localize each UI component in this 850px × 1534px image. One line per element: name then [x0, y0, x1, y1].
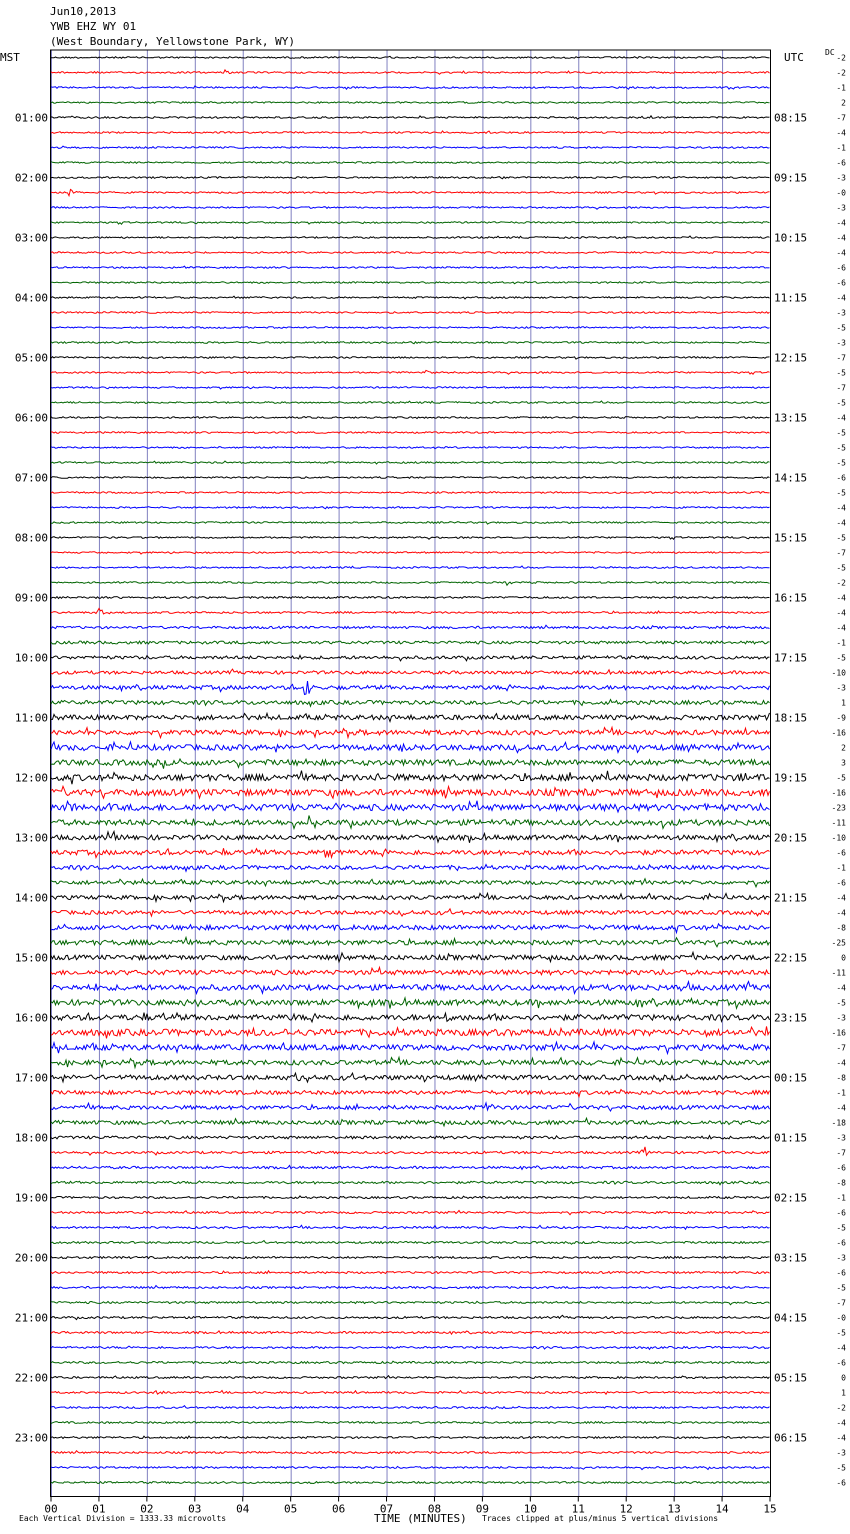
seismic-trace — [51, 56, 770, 58]
mst-hour-label: 02:00 — [14, 171, 48, 185]
x-tick-label: 11 — [571, 1502, 585, 1516]
x-tick-label: 12 — [619, 1502, 633, 1516]
dc-offset-label: -4 — [836, 1103, 846, 1113]
dc-offset-label: 2 — [841, 743, 846, 753]
dc-offset-label: -0 — [836, 188, 846, 198]
seismic-trace — [51, 116, 770, 119]
mst-hour-label: 22:00 — [14, 1371, 48, 1385]
dc-offset-label: -6 — [836, 1163, 846, 1173]
dc-offset-label: -1 — [836, 638, 846, 648]
seismic-trace — [51, 1257, 770, 1259]
mst-hour-label: 01:00 — [14, 111, 48, 125]
dc-offset-label: -4 — [836, 983, 846, 993]
utc-hour-label: 23:15 — [774, 1011, 808, 1025]
chart-location: (West Boundary, Yellowstone Park, WY) — [50, 35, 296, 48]
utc-hour-label: 02:15 — [774, 1191, 808, 1205]
dc-offset-label: -6 — [836, 848, 846, 858]
dc-offset-label: -7 — [836, 1298, 846, 1308]
mst-hour-label: 06:00 — [14, 411, 48, 425]
chart-date: Jun10,2013 — [50, 5, 117, 18]
mst-hour-label: 19:00 — [14, 1191, 48, 1205]
scale-note: Each Vertical Division = 1333.33 microvolts — [19, 1514, 227, 1523]
x-tick-label: 04 — [236, 1502, 250, 1516]
seismic-trace — [51, 1026, 770, 1038]
seismic-trace — [51, 1042, 770, 1054]
mst-hour-label: 15:00 — [14, 951, 48, 965]
mst-hour-label: 18:00 — [14, 1131, 48, 1145]
seismic-trace — [51, 865, 770, 872]
x-tick-label: 13 — [667, 1502, 681, 1516]
x-tick-label: 01 — [92, 1502, 106, 1516]
mst-hour-label: 10:00 — [14, 651, 48, 665]
seismic-trace — [51, 1482, 770, 1484]
seismic-trace — [51, 131, 770, 133]
dc-offset-label: -0 — [836, 1313, 846, 1323]
seismic-trace — [51, 507, 770, 509]
mst-hour-label: 12:00 — [14, 771, 48, 785]
seismic-trace — [51, 1211, 770, 1215]
dc-offset-label: -4 — [836, 908, 846, 918]
utc-hour-label: 15:15 — [774, 531, 808, 545]
dc-offset-label: -1 — [836, 1088, 846, 1098]
dc-offset-label: -2 — [836, 1403, 846, 1413]
dc-offset-label: 0 — [841, 1373, 846, 1383]
x-tick-label: 03 — [188, 1502, 202, 1516]
dc-offset-label: -4 — [836, 1058, 846, 1068]
seismic-trace — [51, 1225, 770, 1229]
seismic-trace — [51, 266, 770, 268]
seismic-trace — [51, 162, 770, 164]
dc-offset-label: -5 — [836, 488, 846, 498]
seismic-trace — [51, 924, 770, 933]
seismic-trace — [51, 952, 770, 962]
dc-offset-label: -7 — [836, 383, 846, 393]
seismic-trace — [51, 1196, 770, 1199]
dc-offset-label: -5 — [836, 1223, 846, 1233]
dc-offset-label: -3 — [836, 1133, 846, 1143]
dc-offset-label: -7 — [836, 1148, 846, 1158]
dc-offset-label: -3 — [836, 1448, 846, 1458]
seismic-trace — [51, 609, 770, 614]
utc-hour-label: 20:15 — [774, 831, 808, 845]
dc-offset-label: -4 — [836, 1418, 846, 1428]
dc-offset-label: -5 — [836, 773, 846, 783]
seismic-trace — [51, 625, 770, 629]
seismic-trace — [51, 552, 770, 554]
seismic-trace — [51, 655, 770, 661]
dc-offset-label: -2 — [836, 53, 846, 63]
dc-offset-label: -2 — [836, 578, 846, 588]
utc-hour-label: 13:15 — [774, 411, 808, 425]
dc-offset-label: -5 — [836, 368, 846, 378]
dc-offset-label: -5 — [836, 458, 846, 468]
dc-label: DC — [825, 48, 835, 57]
seismic-trace — [51, 1147, 770, 1155]
utc-hour-label: 14:15 — [774, 471, 808, 485]
dc-offset-label: -1 — [836, 143, 846, 153]
seismic-trace — [51, 848, 770, 857]
seismic-trace — [51, 937, 770, 946]
seismic-trace — [51, 1090, 770, 1097]
seismic-trace — [51, 641, 770, 644]
dc-offset-label: -10 — [831, 833, 846, 843]
dc-offset-label: -7 — [836, 353, 846, 363]
seismic-trace — [51, 236, 770, 238]
x-tick-label: 09 — [475, 1502, 490, 1516]
dc-offset-label: -7 — [836, 548, 846, 558]
dc-offset-label: 2 — [841, 98, 846, 108]
x-tick-label: 00 — [44, 1502, 58, 1516]
dc-offset-label: -3 — [836, 308, 846, 318]
seismic-trace — [51, 1436, 770, 1439]
chart-station: YWB EHZ WY 01 — [50, 20, 137, 33]
seismic-trace — [51, 1013, 770, 1022]
dc-offset-label: -4 — [836, 1433, 846, 1443]
dc-offset-label: -6 — [836, 473, 846, 483]
seismic-trace — [51, 742, 770, 753]
utc-hour-label: 19:15 — [774, 771, 808, 785]
dc-offset-label: -5 — [836, 1463, 846, 1473]
seismic-trace — [51, 1103, 770, 1111]
dc-offset-label: -3 — [836, 338, 846, 348]
seismic-trace — [51, 967, 770, 975]
dc-offset-label: -9 — [836, 713, 846, 723]
seismic-trace — [51, 1301, 770, 1304]
dc-offset-label: -6 — [836, 158, 846, 168]
seismic-trace — [51, 447, 770, 449]
seismic-trace — [51, 1346, 770, 1349]
utc-hour-label: 12:15 — [774, 351, 808, 365]
seismic-trace — [51, 597, 770, 599]
seismic-trace — [51, 713, 770, 722]
seismic-trace — [51, 1361, 770, 1364]
dc-offset-label: -6 — [836, 263, 846, 273]
utc-hour-label: 22:15 — [774, 951, 808, 965]
seismic-trace — [51, 1166, 770, 1170]
seismic-trace — [51, 417, 770, 419]
seismic-trace — [51, 312, 770, 314]
x-axis-title: TIME (MINUTES) — [374, 1512, 467, 1525]
dc-offset-label: -7 — [836, 113, 846, 123]
mst-hour-label: 21:00 — [14, 1311, 48, 1325]
mst-hour-label: 20:00 — [14, 1251, 48, 1265]
seismic-trace — [51, 432, 770, 434]
seismic-trace — [51, 893, 770, 901]
dc-offset-label: -8 — [836, 923, 846, 933]
seismic-trace — [51, 1271, 770, 1274]
utc-hour-label: 21:15 — [774, 891, 808, 905]
seismic-trace — [51, 1406, 770, 1409]
dc-offset-label: -5 — [836, 998, 846, 1008]
utc-hour-label: 08:15 — [774, 111, 808, 125]
dc-offset-label: 1 — [841, 1388, 846, 1398]
dc-offset-label: -6 — [836, 278, 846, 288]
x-tick-label: 15 — [763, 1502, 777, 1516]
utc-hour-label: 09:15 — [774, 171, 808, 185]
seismic-trace — [51, 522, 770, 524]
seismic-trace — [51, 327, 770, 329]
dc-offset-label: -4 — [836, 608, 846, 618]
seismic-trace — [51, 700, 770, 707]
seismic-trace — [51, 681, 770, 694]
x-tick-label: 07 — [379, 1502, 394, 1516]
seismic-trace — [51, 177, 770, 179]
seismic-trace — [51, 1118, 770, 1126]
seismic-trace — [51, 816, 770, 829]
seismic-trace — [51, 102, 770, 104]
seismic-trace — [51, 982, 770, 994]
seismic-trace — [51, 492, 770, 494]
seismic-trace — [51, 727, 770, 737]
dc-offset-label: -4 — [836, 128, 846, 138]
dc-offset-label: -3 — [836, 203, 846, 213]
utc-hour-label: 03:15 — [774, 1251, 808, 1265]
utc-hour-label: 18:15 — [774, 711, 808, 725]
seismic-trace — [51, 582, 770, 586]
utc-hour-label: 04:15 — [774, 1311, 808, 1325]
seismic-trace — [51, 786, 770, 798]
mst-hour-label: 13:00 — [14, 831, 48, 845]
seismic-trace — [51, 771, 770, 785]
seismic-trace — [51, 1241, 770, 1245]
seismic-trace — [51, 1286, 770, 1289]
dc-offset-label: -2 — [836, 68, 846, 78]
dc-offset-label: 3 — [841, 758, 846, 768]
seismic-trace — [51, 537, 770, 540]
dc-offset-label: -18 — [831, 1118, 846, 1128]
dc-offset-label: -16 — [831, 728, 846, 738]
mst-hour-label: 05:00 — [14, 351, 48, 365]
x-tick-label: 02 — [140, 1502, 154, 1516]
dc-offset-label: -8 — [836, 1073, 846, 1083]
x-tick-label: 06 — [331, 1502, 346, 1516]
dc-offset-label: -3 — [836, 1253, 846, 1263]
seismic-trace — [51, 1315, 770, 1319]
seismic-trace — [51, 759, 770, 769]
x-tick-label: 08 — [427, 1502, 442, 1516]
seismic-trace — [51, 1181, 770, 1185]
seismic-trace — [51, 1331, 770, 1334]
x-tick-label: 14 — [715, 1502, 729, 1516]
seismic-trace — [51, 207, 770, 210]
seismic-trace — [51, 669, 770, 674]
dc-offset-label: -16 — [831, 1028, 846, 1038]
dc-offset-label: -1 — [836, 863, 846, 873]
dc-offset-label: -4 — [836, 248, 846, 258]
utc-hour-label: 11:15 — [774, 291, 808, 305]
seismic-trace — [51, 401, 770, 403]
utc-hour-label: 06:15 — [774, 1431, 808, 1445]
seismic-trace — [51, 801, 770, 812]
utc-hour-label: 01:15 — [774, 1131, 808, 1145]
dc-offset-label: -6 — [836, 1358, 846, 1368]
seismic-trace — [51, 70, 770, 74]
seismic-trace — [51, 461, 770, 464]
seismic-trace — [51, 222, 770, 225]
x-tick-label: 05 — [284, 1502, 298, 1516]
dc-offset-label: -4 — [836, 293, 846, 303]
left-axis-label: MST — [0, 51, 20, 64]
mst-hour-label: 11:00 — [14, 711, 48, 725]
seismic-trace — [51, 1391, 770, 1395]
dc-offset-label: -11 — [831, 968, 846, 978]
seismic-trace — [51, 879, 770, 887]
seismic-trace — [51, 282, 770, 284]
dc-offset-label: -1 — [836, 1193, 846, 1203]
dc-offset-label: -4 — [836, 623, 846, 633]
seismic-trace — [51, 387, 770, 389]
mst-hour-label: 04:00 — [14, 291, 48, 305]
dc-offset-label: -5 — [836, 533, 846, 543]
dc-offset-label: -3 — [836, 173, 846, 183]
seismic-trace — [51, 86, 770, 89]
dc-offset-label: -16 — [831, 788, 846, 798]
right-axis-label: UTC — [784, 51, 804, 64]
utc-hour-label: 16:15 — [774, 591, 808, 605]
dc-offset-label: -5 — [836, 443, 846, 453]
seismic-trace — [51, 252, 770, 254]
dc-offset-label: -4 — [836, 893, 846, 903]
seismic-trace — [51, 477, 770, 479]
dc-offset-label: -4 — [836, 233, 846, 243]
mst-hour-label: 14:00 — [14, 891, 48, 905]
seismic-trace — [51, 1466, 770, 1469]
dc-offset-label: -4 — [836, 503, 846, 513]
dc-offset-label: -11 — [831, 818, 846, 828]
mst-hour-label: 03:00 — [14, 231, 48, 245]
dc-offset-label: -5 — [836, 428, 846, 438]
dc-offset-label: -5 — [836, 1328, 846, 1338]
dc-offset-label: -4 — [836, 413, 846, 423]
seismic-trace — [51, 146, 770, 148]
dc-offset-label: -4 — [836, 518, 846, 528]
dc-offset-label: -10 — [831, 668, 846, 678]
seismic-trace — [51, 1451, 770, 1454]
dc-offset-label: -7 — [836, 1043, 846, 1053]
dc-offset-label: -6 — [836, 878, 846, 888]
clip-note: Traces clipped at plus/minus 5 vertical divisions — [482, 1514, 719, 1523]
dc-offset-label: -4 — [836, 593, 846, 603]
dc-offset-label: -5 — [836, 653, 846, 663]
dc-offset-label: -6 — [836, 1478, 846, 1488]
seismic-trace — [51, 1073, 770, 1082]
dc-offset-label: 1 — [841, 698, 846, 708]
dc-offset-label: -6 — [836, 1268, 846, 1278]
seismic-trace — [51, 566, 770, 568]
seismic-trace — [51, 1422, 770, 1424]
seismic-trace — [51, 342, 770, 344]
mst-hour-label: 08:00 — [14, 531, 48, 545]
utc-hour-label: 05:15 — [774, 1371, 808, 1385]
mst-hour-label: 09:00 — [14, 591, 48, 605]
utc-hour-label: 00:15 — [774, 1071, 808, 1085]
dc-offset-label: -6 — [836, 1238, 846, 1248]
utc-hour-label: 17:15 — [774, 651, 808, 665]
dc-offset-label: -1 — [836, 83, 846, 93]
dc-offset-label: -4 — [836, 1343, 846, 1353]
dc-offset-label: -5 — [836, 1283, 846, 1293]
seismic-trace — [51, 1136, 770, 1139]
dc-offset-label: -3 — [836, 683, 846, 693]
seismic-trace — [51, 998, 770, 1009]
seismic-trace — [51, 296, 770, 299]
dc-offset-label: -4 — [836, 218, 846, 228]
mst-hour-label: 07:00 — [14, 471, 48, 485]
dc-offset-label: -6 — [836, 1208, 846, 1218]
seismic-trace — [51, 1057, 770, 1067]
mst-hour-label: 23:00 — [14, 1431, 48, 1445]
seismic-trace — [51, 190, 770, 196]
dc-offset-label: -8 — [836, 1178, 846, 1188]
seismic-trace — [51, 357, 770, 359]
utc-hour-label: 10:15 — [774, 231, 808, 245]
seismic-trace — [51, 832, 770, 843]
dc-offset-label: -25 — [831, 938, 846, 948]
dc-offset-label: -3 — [836, 1013, 846, 1023]
dc-offset-label: -23 — [831, 803, 846, 813]
dc-offset-label: -5 — [836, 398, 846, 408]
dc-offset-label: -5 — [836, 563, 846, 573]
mst-hour-label: 16:00 — [14, 1011, 48, 1025]
mst-hour-label: 17:00 — [14, 1071, 48, 1085]
x-tick-label: 10 — [523, 1502, 537, 1516]
seismic-trace — [51, 1376, 770, 1379]
dc-offset-label: 0 — [841, 953, 846, 963]
seismic-trace — [51, 909, 770, 916]
dc-offset-label: -5 — [836, 323, 846, 333]
seismic-trace — [51, 370, 770, 374]
